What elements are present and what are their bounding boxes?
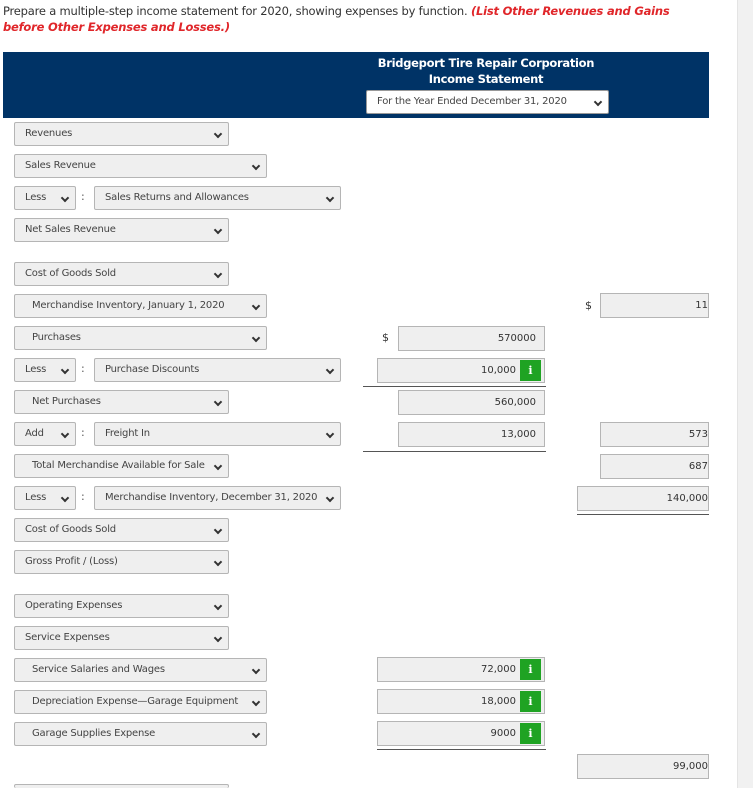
chevron-down-icon: [61, 430, 69, 438]
service-expenses-select[interactable]: [14, 626, 229, 650]
statement-header: [3, 52, 709, 118]
service-salaries-select[interactable]: [14, 658, 267, 682]
info-icon[interactable]: i: [520, 691, 541, 712]
chevron-down-icon: [252, 666, 260, 674]
depreciation-select[interactable]: [14, 690, 267, 714]
chevron-down-icon: [326, 494, 334, 502]
service-expenses-select-value: Service Expenses: [25, 632, 110, 643]
instructions: [3, 3, 703, 35]
next-row-select[interactable]: [14, 784, 229, 788]
freight-total-input[interactable]: 573: [600, 422, 709, 447]
colon-separator: :: [81, 190, 85, 203]
cogs-select[interactable]: [14, 518, 229, 542]
operating-expenses-select[interactable]: [14, 594, 229, 618]
net-purchases-select[interactable]: [14, 390, 229, 414]
net-purchases-input[interactable]: 560,000: [398, 390, 545, 415]
chevron-down-icon: [214, 398, 222, 406]
net-sales-select[interactable]: [14, 218, 229, 242]
garage-supplies-select-value: Garage Supplies Expense: [32, 728, 156, 739]
depreciation-input[interactable]: 18,000: [377, 689, 545, 714]
chevron-down-icon: [214, 270, 222, 278]
inventory-jan-input[interactable]: 11: [600, 293, 709, 318]
period-select-value: For the Year Ended December 31, 2020: [377, 96, 567, 107]
purchases-select-value: Purchases: [32, 332, 81, 343]
garage-supplies-select[interactable]: [14, 722, 267, 746]
chevron-down-icon: [214, 130, 222, 138]
chevron-down-icon: [61, 366, 69, 374]
cogs-heading-select[interactable]: [14, 262, 229, 286]
chevron-down-icon: [252, 302, 260, 310]
chevron-down-icon: [61, 494, 69, 502]
chevron-down-icon: [326, 430, 334, 438]
chevron-down-icon: [252, 334, 260, 342]
company-name: Bridgeport Tire Repair Corporation: [377, 56, 595, 70]
underline: [363, 386, 546, 387]
garage-supplies-input[interactable]: 9000: [377, 721, 545, 746]
less-select-2[interactable]: [14, 358, 76, 382]
sales-revenue-select-value: Sales Revenue: [25, 160, 96, 171]
service-total-input[interactable]: 99,000: [577, 754, 709, 779]
service-salaries-input[interactable]: 72,000: [377, 657, 545, 682]
info-icon[interactable]: i: [520, 659, 541, 680]
inventory-jan-select-value: Merchandise Inventory, January 1, 2020: [32, 300, 225, 311]
instructions-text: Prepare a multiple-step income statement for 2020, showing expenses by function.: [3, 4, 471, 18]
chevron-down-icon: [252, 730, 260, 738]
chevron-down-icon: [214, 226, 222, 234]
total-available-select[interactable]: [14, 454, 229, 478]
freight-in-input[interactable]: 13,000: [398, 422, 545, 447]
purchase-discounts-select-value: Purchase Discounts: [105, 364, 200, 375]
chevron-down-icon: [214, 634, 222, 642]
add-select[interactable]: [14, 422, 76, 446]
chevron-down-icon: [61, 194, 69, 202]
net-sales-select-value: Net Sales Revenue: [25, 224, 116, 235]
total-available-input[interactable]: 687: [600, 454, 709, 479]
scrollbar-track[interactable]: [737, 0, 753, 788]
chevron-down-icon: [326, 194, 334, 202]
inventory-dec-select[interactable]: [94, 486, 341, 510]
info-icon[interactable]: i: [520, 723, 541, 744]
purchases-input[interactable]: 570000: [398, 326, 545, 351]
depreciation-select-value: Depreciation Expense—Garage Equipment: [32, 696, 239, 707]
less-select-value: Less: [25, 364, 47, 375]
cogs-select-value: Cost of Goods Sold: [25, 524, 116, 535]
less-select-value: Less: [25, 492, 47, 503]
dollar-sign: $: [382, 331, 389, 344]
dollar-sign: $: [585, 299, 592, 312]
underline: [363, 451, 546, 452]
operating-expenses-select-value: Operating Expenses: [25, 600, 123, 611]
less-select-value: Less: [25, 192, 47, 203]
sales-returns-select[interactable]: [94, 186, 341, 210]
colon-separator: :: [81, 362, 85, 375]
gross-profit-select-value: Gross Profit / (Loss): [25, 556, 118, 567]
statement-title: Income Statement: [428, 72, 544, 86]
less-select-1[interactable]: [14, 186, 76, 210]
inventory-jan-select[interactable]: [14, 294, 267, 318]
underline: [377, 749, 546, 750]
colon-separator: :: [81, 490, 85, 503]
cogs-heading-select-value: Cost of Goods Sold: [25, 268, 116, 279]
period-select[interactable]: [366, 90, 609, 114]
freight-in-select-value: Freight In: [105, 428, 150, 439]
add-select-value: Add: [25, 428, 44, 439]
chevron-down-icon: [214, 462, 222, 470]
instructions-emphasis: (List Other Revenues and Gains before Other Expenses and Losses.): [3, 4, 670, 34]
purchase-discounts-input[interactable]: 10,000: [377, 358, 545, 383]
service-salaries-select-value: Service Salaries and Wages: [32, 664, 165, 675]
purchases-select[interactable]: [14, 326, 267, 350]
revenues-select[interactable]: [14, 122, 229, 146]
chevron-down-icon: [214, 602, 222, 610]
total-available-select-value: Total Merchandise Available for Sale: [32, 460, 205, 471]
chevron-down-icon: [594, 98, 602, 106]
chevron-down-icon: [326, 366, 334, 374]
less-select-3[interactable]: [14, 486, 76, 510]
chevron-down-icon: [252, 162, 260, 170]
chevron-down-icon: [214, 558, 222, 566]
gross-profit-select[interactable]: [14, 550, 229, 574]
chevron-down-icon: [214, 526, 222, 534]
inventory-dec-select-value: Merchandise Inventory, December 31, 2020: [105, 492, 318, 503]
chevron-down-icon: [252, 698, 260, 706]
info-icon[interactable]: i: [520, 360, 541, 381]
underline: [577, 514, 709, 515]
net-purchases-select-value: Net Purchases: [32, 396, 101, 407]
inventory-dec-input[interactable]: 140,000: [577, 486, 709, 511]
sales-revenue-select[interactable]: [14, 154, 267, 178]
sales-returns-select-value: Sales Returns and Allowances: [105, 192, 249, 203]
revenues-select-value: Revenues: [25, 128, 73, 139]
freight-in-select[interactable]: [94, 422, 341, 446]
purchase-discounts-select[interactable]: [94, 358, 341, 382]
colon-separator: :: [81, 426, 85, 439]
